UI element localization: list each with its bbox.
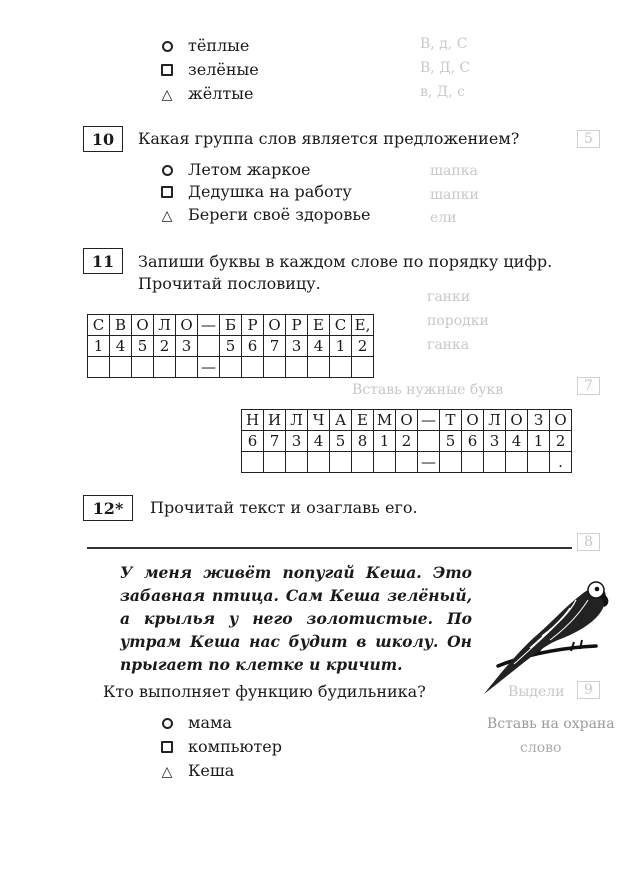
- grid-cell: В: [110, 315, 132, 336]
- ghost-text: ели: [430, 210, 457, 226]
- grid-cell: 6: [462, 431, 484, 452]
- grid-cell: 7: [264, 431, 286, 452]
- grid-cell: 1: [330, 336, 352, 357]
- grid-cell: [198, 336, 220, 357]
- ghost-text: шапки: [430, 187, 479, 203]
- answer-cell[interactable]: [176, 357, 198, 378]
- grid-cell: —: [198, 315, 220, 336]
- question-text-line2: Прочитай пословицу.: [138, 274, 321, 293]
- letter-grid-1: [87, 314, 374, 378]
- grid-cell: Т: [440, 410, 462, 431]
- ghost-text: породки: [427, 313, 489, 329]
- answer-cell[interactable]: [154, 357, 176, 378]
- grid-cell: И: [264, 410, 286, 431]
- option-label: тёплые: [188, 36, 250, 55]
- answer-cell[interactable]: [132, 357, 154, 378]
- answer-option[interactable]: [158, 160, 310, 180]
- grid-cell: 2: [154, 336, 176, 357]
- parrot-illustration: [478, 560, 612, 700]
- answer-cell[interactable]: [528, 452, 550, 473]
- grid-cell: Б: [220, 315, 242, 336]
- grid-cell: 5: [440, 431, 462, 452]
- grid-cell: —: [418, 410, 440, 431]
- answer-cell[interactable]: [374, 452, 396, 473]
- ghost-text: 5: [577, 130, 600, 148]
- ghost-text: ганки: [427, 289, 471, 305]
- grid-cell: 1: [374, 431, 396, 452]
- option-label: Дедушка на работу: [188, 182, 352, 201]
- story-text: У меня живёт попугай Кеша. Это забавная птица. Сам Кеша зелёный, а крылья у него золотистые. По утрам Кеша нас будит в школу. Он прыгает по клетке и кричит.: [120, 563, 472, 674]
- grid-cell: Л: [286, 410, 308, 431]
- grid-cell: З: [528, 410, 550, 431]
- grid-cell: 7: [264, 336, 286, 357]
- answer-cell[interactable]: [330, 452, 352, 473]
- grid-cell: Е: [352, 410, 374, 431]
- letter-grid-2: [241, 409, 572, 473]
- grid-cell: Р: [286, 315, 308, 336]
- answer-option[interactable]: [158, 36, 249, 56]
- grid-cell: [418, 431, 440, 452]
- circle-icon: [158, 36, 176, 56]
- ghost-text: Вставь нужные букв: [352, 382, 504, 398]
- answer-cell[interactable]: [462, 452, 484, 473]
- answer-cell[interactable]: [308, 452, 330, 473]
- grid-cell: Н: [242, 410, 264, 431]
- ghost-text: В, Д, С: [420, 60, 471, 76]
- answer-cell[interactable]: [440, 452, 462, 473]
- grid-cell: О: [132, 315, 154, 336]
- answer-option[interactable]: [158, 737, 282, 757]
- grid-cell: Л: [154, 315, 176, 336]
- question-text: Кто выполняет функцию будильника?: [103, 682, 426, 701]
- section-divider: [87, 547, 572, 549]
- grid-cell: О: [264, 315, 286, 336]
- grid-digits-row: [88, 336, 374, 357]
- grid-cell: С: [88, 315, 110, 336]
- option-label: компьютер: [188, 737, 282, 756]
- answer-cell[interactable]: [506, 452, 528, 473]
- triangle-icon: △: [161, 764, 173, 780]
- grid-cell: О: [396, 410, 418, 431]
- grid-cell: 2: [396, 431, 418, 452]
- grid-cell: Ч: [308, 410, 330, 431]
- answer-cell[interactable]: [242, 357, 264, 378]
- question-text: Какая группа слов является предложением?: [138, 129, 520, 148]
- question-number-box: 10: [83, 126, 123, 152]
- grid-cell: 2: [550, 431, 572, 452]
- grid-cell: 4: [110, 336, 132, 357]
- triangle-icon: △: [161, 87, 173, 103]
- grid-cell: О: [506, 410, 528, 431]
- option-label: мама: [188, 713, 232, 732]
- ghost-text: в, Д, с: [420, 84, 465, 100]
- option-label: Летом жаркое: [188, 160, 311, 179]
- grid-cell: 3: [484, 431, 506, 452]
- grid-cell: 1: [88, 336, 110, 357]
- grid-cell: Е: [308, 315, 330, 336]
- grid-cell: 5: [330, 431, 352, 452]
- answer-option[interactable]: [158, 205, 371, 225]
- answer-cell[interactable]: [110, 357, 132, 378]
- answer-option[interactable]: [158, 60, 259, 80]
- grid-letters-row: [88, 315, 374, 336]
- answer-cell[interactable]: [286, 452, 308, 473]
- grid-cell: 6: [242, 431, 264, 452]
- answer-cell[interactable]: [484, 452, 506, 473]
- triangle-icon: △: [161, 208, 173, 224]
- grid-cell: 3: [286, 431, 308, 452]
- grid-cell: М: [374, 410, 396, 431]
- answer-cell[interactable]: [264, 452, 286, 473]
- grid-cell: Е,: [352, 315, 374, 336]
- answer-cell[interactable]: —: [198, 357, 220, 378]
- grid-cell: 4: [308, 431, 330, 452]
- ghost-text: слово: [520, 740, 562, 756]
- answer-cell[interactable]: [330, 357, 352, 378]
- answer-cell[interactable]: [396, 452, 418, 473]
- circle-icon: [158, 160, 176, 180]
- ghost-text: Вставь на охрана: [487, 716, 615, 732]
- answer-cell[interactable]: [220, 357, 242, 378]
- grid-cell: Р: [242, 315, 264, 336]
- circle-icon: [158, 713, 176, 733]
- option-label: жёлтые: [188, 84, 254, 103]
- option-label: зелёные: [188, 60, 259, 79]
- ghost-text: Выдели: [508, 684, 565, 700]
- option-label: Кеша: [188, 761, 235, 780]
- grid-cell: 5: [220, 336, 242, 357]
- square-icon: [158, 182, 176, 202]
- answer-cell[interactable]: .: [550, 452, 572, 473]
- grid-cell: О: [176, 315, 198, 336]
- answer-option[interactable]: [158, 182, 352, 202]
- ghost-text: 8: [577, 533, 600, 551]
- answer-cell[interactable]: [264, 357, 286, 378]
- square-icon: [158, 737, 176, 757]
- answer-cell[interactable]: —: [418, 452, 440, 473]
- grid-cell: А: [330, 410, 352, 431]
- answer-cell[interactable]: [352, 357, 374, 378]
- answer-cell[interactable]: [308, 357, 330, 378]
- option-label: Береги своё здоровье: [188, 205, 371, 224]
- grid-cell: 1: [528, 431, 550, 452]
- grid-cell: О: [550, 410, 572, 431]
- grid-answer-row[interactable]: [88, 357, 374, 378]
- grid-answer-row[interactable]: [242, 452, 572, 473]
- answer-cell[interactable]: [352, 452, 374, 473]
- answer-cell[interactable]: [242, 452, 264, 473]
- ghost-text: шапка: [430, 163, 478, 179]
- grid-cell: 3: [176, 336, 198, 357]
- grid-cell: О: [462, 410, 484, 431]
- question-text: Запиши буквы в каждом слове по порядку цифр.: [138, 252, 553, 271]
- answer-option[interactable]: [158, 84, 253, 104]
- grid-digits-row: [242, 431, 572, 452]
- grid-cell: С: [330, 315, 352, 336]
- grid-cell: 4: [308, 336, 330, 357]
- answer-cell[interactable]: [88, 357, 110, 378]
- grid-cell: 3: [286, 336, 308, 357]
- answer-cell[interactable]: [286, 357, 308, 378]
- grid-letters-row: [242, 410, 572, 431]
- question-number-box: 12*: [83, 495, 133, 521]
- question-number-box: 11: [83, 248, 123, 274]
- ghost-text: 7: [577, 377, 600, 395]
- square-icon: [158, 60, 176, 80]
- grid-cell: 6: [242, 336, 264, 357]
- ghost-text: ганка: [427, 337, 470, 353]
- grid-cell: 5: [132, 336, 154, 357]
- ghost-text: 9: [577, 681, 600, 699]
- grid-cell: Л: [484, 410, 506, 431]
- grid-cell: 8: [352, 431, 374, 452]
- grid-cell: 4: [506, 431, 528, 452]
- question-text: Прочитай текст и озаглавь его.: [150, 498, 418, 517]
- ghost-text: В, д, С: [420, 36, 468, 52]
- grid-cell: 2: [352, 336, 374, 357]
- answer-option[interactable]: [158, 761, 234, 781]
- answer-option[interactable]: [158, 713, 232, 733]
